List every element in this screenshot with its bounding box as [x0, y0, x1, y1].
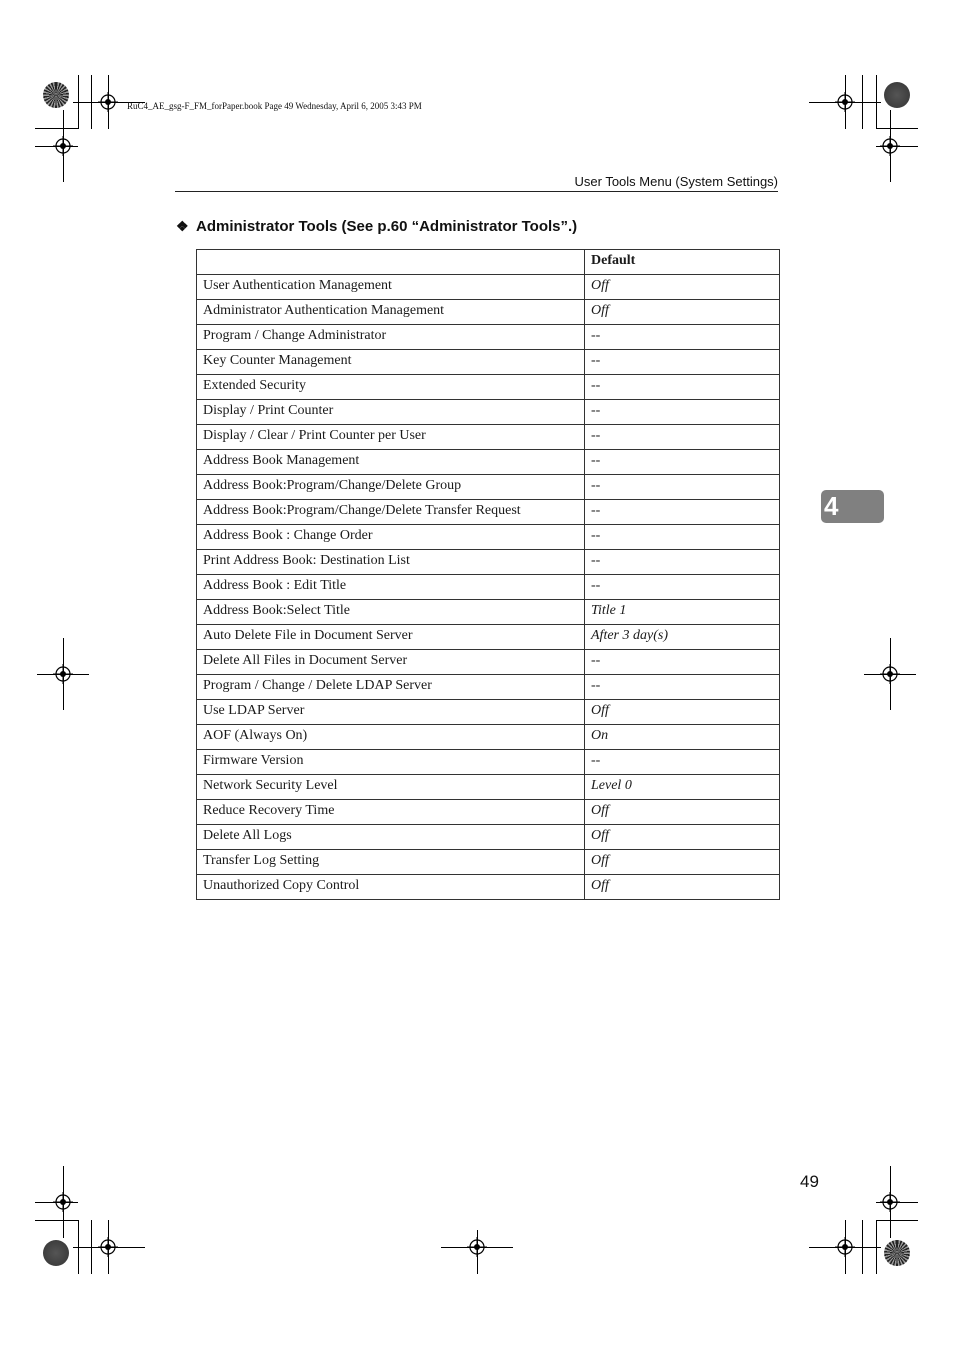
default-value: -- — [585, 350, 780, 375]
registration-mark-icon — [835, 1237, 855, 1257]
registration-mark-icon — [53, 1192, 73, 1212]
registration-mark-icon — [98, 92, 118, 112]
table-row — [197, 400, 780, 425]
color-target-icon — [884, 82, 910, 108]
setting-name: Firmware Version — [197, 750, 585, 775]
setting-name: Administrator Authentication Management — [197, 300, 585, 325]
default-value: -- — [585, 400, 780, 425]
default-value: Off — [585, 850, 780, 875]
default-value: -- — [585, 650, 780, 675]
table-row — [197, 875, 780, 900]
setting-name: Address Book:Program/Change/Delete Group — [197, 475, 585, 500]
default-value: -- — [585, 450, 780, 475]
chapter-number: 4 — [824, 491, 839, 521]
default-value: Off — [585, 825, 780, 850]
table-row — [197, 825, 780, 850]
table-row — [197, 525, 780, 550]
table-row — [197, 800, 780, 825]
setting-name: Address Book:Select Title — [197, 600, 585, 625]
default-value: -- — [585, 375, 780, 400]
default-value: -- — [585, 475, 780, 500]
registration-mark-icon — [835, 92, 855, 112]
setting-name: Key Counter Management — [197, 350, 585, 375]
table-row — [197, 625, 780, 650]
table-row — [197, 450, 780, 475]
setting-name: Delete All Files in Document Server — [197, 650, 585, 675]
default-value: Off — [585, 300, 780, 325]
registration-mark-icon — [98, 1237, 118, 1257]
table-row — [197, 725, 780, 750]
default-value: Off — [585, 875, 780, 900]
table-row — [197, 750, 780, 775]
default-value: Off — [585, 800, 780, 825]
default-value: -- — [585, 325, 780, 350]
setting-name: Delete All Logs — [197, 825, 585, 850]
setting-name: Print Address Book: Destination List — [197, 550, 585, 575]
header-rule — [175, 191, 778, 192]
print-info: RuC4_AE_gsg-F_FM_forPaper.book Page 49 Wednesday, April 6, 2005 3:43 PM — [127, 101, 422, 111]
setting-name: Reduce Recovery Time — [197, 800, 585, 825]
default-value: Off — [585, 275, 780, 300]
table-row — [197, 475, 780, 500]
table-row — [197, 550, 780, 575]
administrator-tools-table — [196, 249, 780, 900]
table-body — [197, 275, 780, 900]
page-number: 49 — [800, 1172, 819, 1191]
table-row — [197, 600, 780, 625]
running-head: User Tools Menu (System Settings) — [574, 174, 778, 189]
header-default: Default — [585, 250, 780, 275]
default-value: -- — [585, 575, 780, 600]
table-row — [197, 575, 780, 600]
table-row — [197, 325, 780, 350]
default-value: -- — [585, 550, 780, 575]
setting-name: Transfer Log Setting — [197, 850, 585, 875]
color-target-icon — [43, 1240, 69, 1266]
setting-name: Display / Print Counter — [197, 400, 585, 425]
setting-name: Address Book Management — [197, 450, 585, 475]
color-target-icon — [43, 82, 69, 108]
default-value: Level 0 — [585, 775, 780, 800]
setting-name: User Authentication Management — [197, 275, 585, 300]
table-row — [197, 700, 780, 725]
table-row — [197, 375, 780, 400]
table-row — [197, 850, 780, 875]
default-value: -- — [585, 425, 780, 450]
registration-mark-icon — [880, 1192, 900, 1212]
section-title — [176, 218, 577, 235]
setting-name: Display / Clear / Print Counter per User — [197, 425, 585, 450]
setting-name: Unauthorized Copy Control — [197, 875, 585, 900]
setting-name: Auto Delete File in Document Server — [197, 625, 585, 650]
registration-mark-icon — [467, 1237, 487, 1257]
default-value: -- — [585, 500, 780, 525]
table-row — [197, 500, 780, 525]
section-title-text: Administrator Tools (See p.60 “Administrator Tools”.) — [196, 218, 578, 235]
setting-name: Program / Change / Delete LDAP Server — [197, 675, 585, 700]
table-row — [197, 675, 780, 700]
table-header-row — [197, 250, 780, 275]
setting-name: Extended Security — [197, 375, 585, 400]
diamond-bullet-icon: ❖ — [176, 218, 189, 234]
setting-name: Address Book : Change Order — [197, 525, 585, 550]
table-row — [197, 650, 780, 675]
header-setting — [197, 250, 585, 275]
default-value: -- — [585, 750, 780, 775]
chapter-tab — [821, 490, 884, 523]
default-value: Off — [585, 700, 780, 725]
setting-name: Address Book : Edit Title — [197, 575, 585, 600]
table-row — [197, 300, 780, 325]
default-value: Title 1 — [585, 600, 780, 625]
table-row — [197, 425, 780, 450]
setting-name: AOF (Always On) — [197, 725, 585, 750]
setting-name: Use LDAP Server — [197, 700, 585, 725]
setting-name: Network Security Level — [197, 775, 585, 800]
default-value: -- — [585, 525, 780, 550]
registration-mark-icon — [53, 136, 73, 156]
registration-mark-icon — [880, 136, 900, 156]
default-value: After 3 day(s) — [585, 625, 780, 650]
default-value: -- — [585, 675, 780, 700]
table-row — [197, 775, 780, 800]
setting-name: Program / Change Administrator — [197, 325, 585, 350]
registration-mark-icon — [880, 664, 900, 684]
registration-mark-icon — [53, 664, 73, 684]
default-value: On — [585, 725, 780, 750]
table-row — [197, 350, 780, 375]
table-row — [197, 275, 780, 300]
color-target-icon — [884, 1240, 910, 1266]
setting-name: Address Book:Program/Change/Delete Transfer Request — [197, 500, 585, 525]
